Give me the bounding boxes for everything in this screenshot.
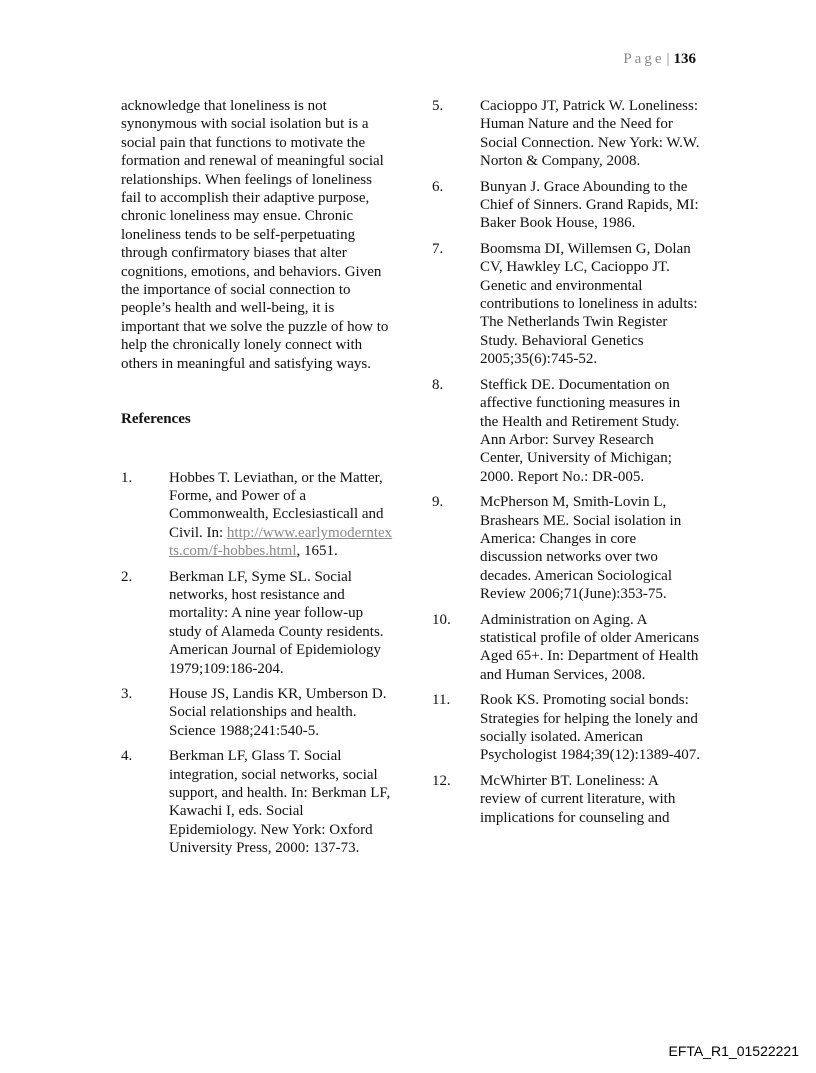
reference-link[interactable]: http://www.earlymoderntexts.com/f-hobbes.html [169, 524, 393, 560]
reference-list-left [121, 469, 393, 858]
page-header [623, 49, 696, 69]
reference-text: Bunyan J. Grace Abounding to the Chief of Sinners. Grand Rapids, MI: Baker Book House, 1986. [480, 178, 699, 232]
reference-item [432, 240, 700, 369]
reference-text: McPherson M, Smith-Lovin L, Brashears ME. Social isolation in America: Changes in core discussion networks over two decades. American Sociological Review 2006;71(June):353-75. [480, 494, 682, 603]
page-number: 136 [673, 51, 696, 67]
reference-suffix: , 1651. [296, 543, 338, 560]
reference-text: Steffick DE. Documentation on affective functioning measures in the Health and Retirement Study. Ann Arbor: Survey Research Center, University of Michigan; 2000. Report No.: DR-005. [480, 376, 681, 485]
reference-text [169, 469, 393, 561]
reference-text: Berkman LF, Glass T. Social integration, social networks, social support, and health. In: Berkman LF, Kawachi I, eds. Social Epidemiology. New York: Oxford University Press, 2000: 137-73. [169, 748, 391, 857]
reference-number: 9. [432, 494, 444, 511]
reference-item [432, 97, 700, 171]
reference-text: Boomsma DI, Willemsen G, Dolan CV, Hawkley LC, Cacioppo JT. Genetic and environmental contributions to loneliness in adults: The Netherlands Twin Register Study. Behavioral Genetics 2005;35(6):745-52. [480, 240, 698, 368]
document-id-footer: EFTA_R1_01522221 [668, 1043, 799, 1059]
reference-text: McWhirter BT. Loneliness: A review of current literature, with implications for counseling and [480, 772, 676, 826]
references-heading: References [121, 411, 191, 428]
left-column [121, 97, 393, 865]
reference-item [432, 493, 700, 603]
reference-item [121, 747, 393, 857]
reference-number: 5. [432, 98, 444, 114]
body-paragraph: acknowledge that loneliness is not synonymous with social isolation but is a social pain that functions to motivate the formation and renewal of meaningful social relationships. When feelings of loneliness fail to accomplish their adaptive purpose, chronic loneliness may ensue. Chronic loneliness tends to be self-perpetuating through confirmatory biases that alter cognitions, emotions, and behaviors. Given the importance of social connection to people’s health and well-being, it is important that we solve the puzzle of how to help the chronically lonely connect with others in meaningful and satisfying ways. [121, 98, 389, 372]
reference-item [121, 469, 393, 561]
reference-number: 11. [432, 692, 451, 709]
reference-text: Berkman LF, Syme SL. Social networks, host resistance and mortality: A nine year follow-up study of Alameda County residents. American Journal of Epidemiology 1979;109:186-204. [169, 568, 384, 677]
reference-number: 2. [121, 568, 133, 585]
reference-number: 4. [121, 748, 133, 765]
reference-number: 1. [121, 469, 133, 486]
reference-citation: Hobbes T. Leviathan, or the Matter, Forme, and Power of a Commonwealth, Ecclesiasticall and Civil. In: [169, 469, 384, 541]
reference-number: 8. [432, 376, 444, 393]
right-column [432, 97, 700, 834]
reference-number: 3. [121, 685, 133, 702]
reference-text: Cacioppo JT, Patrick W. Loneliness: Human Nature and the Need for Social Connection. New York: W.W. Norton & Company, 2008. [480, 98, 700, 170]
reference-item [432, 376, 700, 486]
reference-text: House JS, Landis KR, Umberson D. Social relationships and health. Science 1988;241:540-5. [169, 685, 387, 739]
reference-item [432, 772, 700, 827]
reference-item [121, 685, 393, 740]
reference-text: Rook KS. Promoting social bonds: Strategies for helping the lonely and socially isolated. American Psychologist 1984;39(12):1389-407. [480, 692, 700, 764]
reference-text: Administration on Aging. A statistical profile of older Americans Aged 65+. In: Department of Health and Human Services, 2008. [480, 611, 700, 683]
reference-number: 7. [432, 240, 444, 257]
page-label: Page [623, 51, 665, 67]
reference-number: 10. [432, 611, 451, 628]
reference-number: 6. [432, 178, 444, 195]
page-separator: | [666, 51, 670, 67]
reference-item [432, 611, 700, 685]
reference-item [432, 178, 700, 233]
reference-item [432, 691, 700, 765]
reference-item [121, 568, 393, 678]
reference-number: 12. [432, 772, 451, 789]
